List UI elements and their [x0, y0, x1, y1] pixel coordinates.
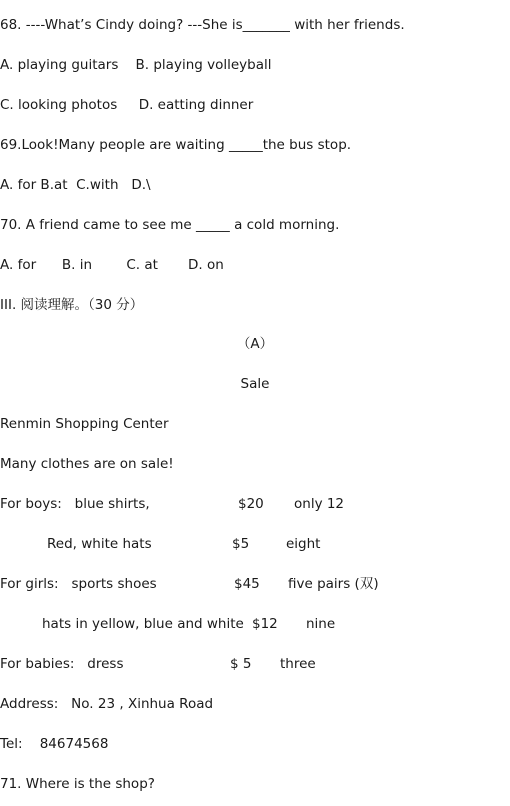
store-name: Renmin Shopping Center [0, 416, 169, 432]
store-tel: Tel: 84674568 [0, 736, 109, 752]
passage-label: （A） [236, 336, 274, 352]
section-heading: III. 阅读理解。（30 分） [0, 297, 144, 313]
ad-row-label: For boys: blue shirts, [0, 496, 150, 512]
q69-stem: 69.Look!Many people are waiting _____the bus stop. [0, 137, 352, 153]
ad-row-label: For girls: sports shoes [0, 576, 157, 592]
q70-options: A. for B. in C. at D. on [0, 257, 224, 273]
ad-row-price: $12 [252, 616, 278, 632]
q68-options-line1: A. playing guitars B. playing volleyball [0, 57, 272, 73]
q71-stem: 71. Where is the shop? [0, 776, 155, 792]
ad-row-qty: nine [306, 616, 336, 632]
ad-row-price: $45 [234, 576, 260, 592]
ad-row-qty: only 12 [294, 496, 345, 512]
ad-row-label: hats in yellow, blue and white [42, 616, 244, 632]
store-address: Address: No. 23 , Xinhua Road [0, 696, 214, 712]
passage-title: Sale [240, 376, 270, 392]
q70-stem: 70. A friend came to see me _____ a cold morning. [0, 217, 340, 233]
ad-row-qty: five pairs (双) [288, 576, 379, 592]
q69-options: A. for B.at C.with D.\ [0, 177, 151, 193]
ad-row-price: $ 5 [230, 656, 252, 672]
ad-row-label: For babies: dress [0, 656, 124, 672]
ad-row-price: $20 [238, 496, 264, 512]
q68-options-line2: C. looking photos D. eatting dinner [0, 97, 254, 113]
ad-row-qty: three [280, 656, 316, 672]
ad-row-qty: eight [286, 536, 321, 552]
ad-row-price: $5 [232, 536, 250, 552]
sale-intro: Many clothes are on sale! [0, 456, 174, 472]
q68-stem: 68. ----What’s Cindy doing? ---She is_______ with her friends. [0, 17, 405, 33]
ad-row-label: Red, white hats [47, 536, 152, 552]
